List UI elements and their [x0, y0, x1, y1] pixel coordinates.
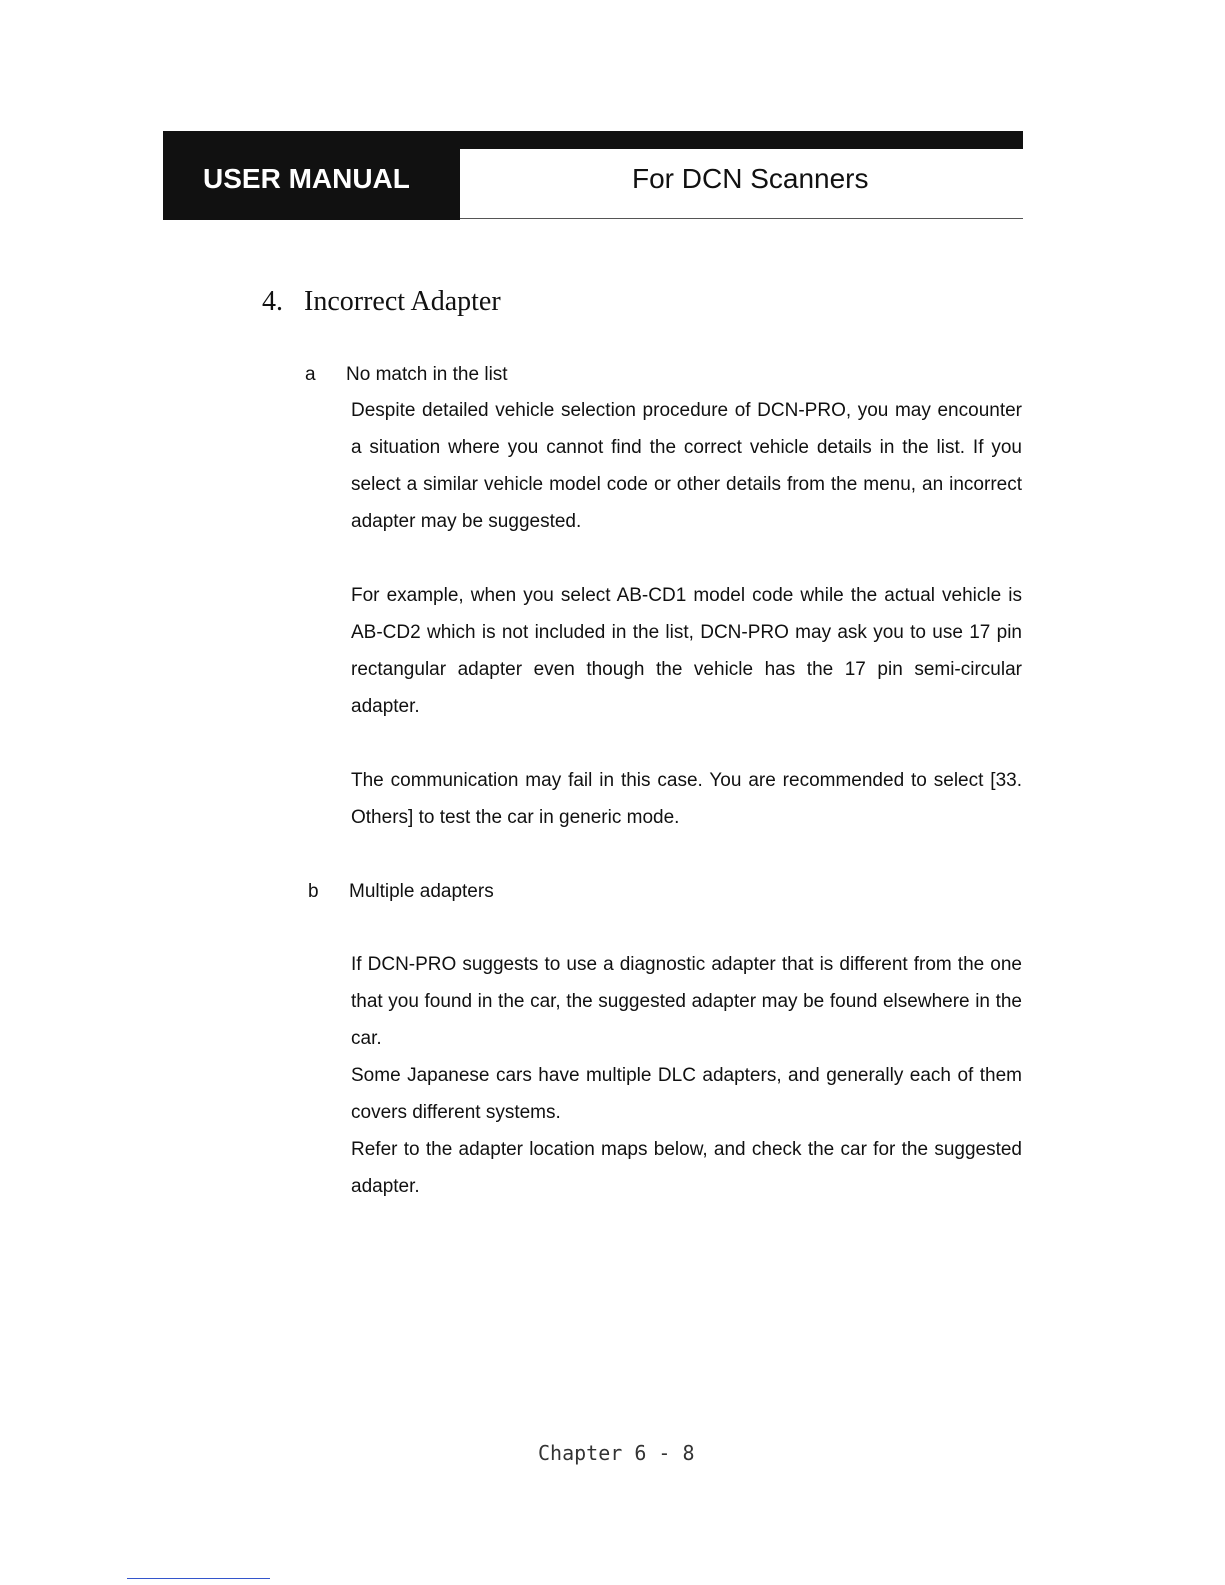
section-number: 4.	[262, 286, 283, 317]
paragraph: Refer to the adapter location maps below, and check the car for the suggested adapter.	[351, 1139, 1022, 1197]
header-manual-title: USER MANUAL	[203, 163, 410, 194]
subsection-marker: a	[305, 364, 316, 385]
paragraph: Some Japanese cars have multiple DLC adapters, and generally each of them covers different systems.	[351, 1065, 1022, 1123]
paragraph: For example, when you select AB-CD1 model code while the actual vehicle is AB-CD2 which is not included in the list, DCN-PRO may ask you to use 17 pin rectangular adapter even though the vehicle has the 17 pin semi-circular adapter.	[351, 585, 1022, 717]
subsection-title: Multiple adapters	[349, 881, 494, 902]
header-product-title: For DCN Scanners	[632, 163, 869, 194]
paragraph: If DCN-PRO suggests to use a diagnostic adapter that is different from the one that you found in the car, the suggested adapter may be found elsewhere in the car.	[351, 954, 1022, 1049]
page-number: Chapter 6 - 8	[538, 1441, 695, 1465]
subsection-marker: b	[308, 881, 319, 902]
subsection-title: No match in the list	[346, 364, 508, 385]
section-title: Incorrect Adapter	[304, 286, 501, 317]
section-heading	[262, 286, 501, 318]
paragraph: Despite detailed vehicle selection procedure of DCN-PRO, you may encounter a situation where you cannot find the correct vehicle details in the list. If you select a similar vehicle model code or other details from the menu, an incorrect adapter may be suggested.	[351, 400, 1022, 532]
bottom-rule	[127, 1578, 270, 1579]
header-divider	[460, 218, 1023, 219]
paragraph: The communication may fail in this case. You are recommended to select [33. Others] to test the car in generic mode.	[351, 770, 1022, 828]
